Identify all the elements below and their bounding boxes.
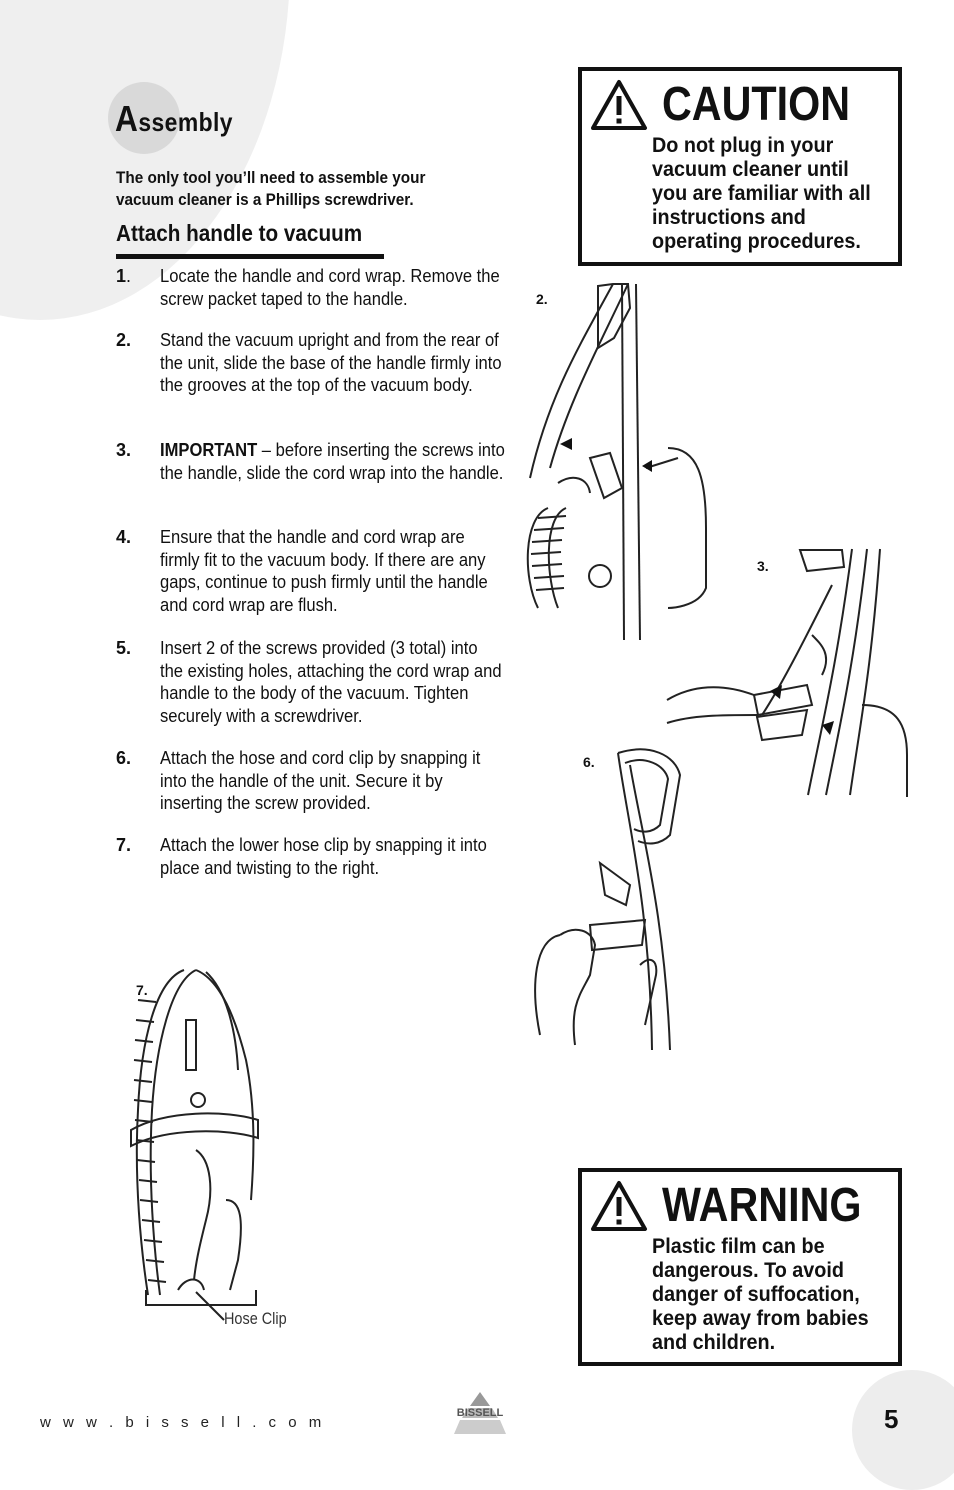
step-number <box>116 265 156 288</box>
logo-text: BISSELL <box>456 1407 504 1419</box>
section-title <box>115 98 233 140</box>
hose-clip-callout: Hose Clip <box>224 1309 287 1328</box>
step-number: 3. <box>116 440 132 460</box>
warning-text: Plastic film can be dangerous. To avoid danger of suffocation, keep away from babies and children. <box>652 1234 869 1354</box>
subheading: Attach handle to vacuum <box>116 220 363 246</box>
step-number: 6. <box>116 748 132 768</box>
step-text: Attach the hose and cord clip by snapping it into the handle of the unit. Secure it by inserting the screw provided. <box>160 748 481 813</box>
step-text-rest: – before inserting the screws into the handle, slide the cord wrap into the handle. <box>160 440 505 483</box>
caution-text: Do not plug in your vacuum cleaner until you are familiar with all instructions and operating procedures. <box>652 133 871 253</box>
subheading-underline <box>116 254 384 259</box>
step-text <box>160 439 505 484</box>
page-number-disc <box>852 1370 954 1490</box>
website-url: w w w . b i s s e l l . c o m <box>40 1414 326 1431</box>
step-text: Attach the lower hose clip by snapping it into place and twisting to the right. <box>160 835 487 878</box>
figure-3-label: 3. <box>757 558 769 574</box>
page-number: 5 <box>884 1404 899 1434</box>
step-number: 7. <box>116 835 132 855</box>
step-number-separator: . <box>126 266 132 286</box>
step-number: 2. <box>116 330 132 350</box>
step-text: Insert 2 of the screws provided (3 total) into the existing holes, attaching the cord wrap and handle to the body of the vacuum. Tighten securely with a screwdriver. <box>160 638 502 726</box>
warning-box <box>578 1168 902 1366</box>
step-text: Stand the vacuum upright and from the rear of the unit, slide the base of the handle firmly into the grooves at the top of the vacuum body. <box>160 330 502 395</box>
step-number: 5. <box>116 638 132 658</box>
caution-heading: CAUTION <box>662 78 851 131</box>
figure-7-label: 7. <box>136 982 148 998</box>
section-title-initial: A <box>115 98 139 139</box>
figure-6-label: 6. <box>583 754 595 770</box>
warning-triangle-icon <box>590 79 648 131</box>
figure-6-hose-clip-illustration <box>530 745 705 1055</box>
step-number: 4. <box>116 527 132 547</box>
figure-2-label: 2. <box>536 291 548 307</box>
caution-box <box>578 67 902 266</box>
step-text: Ensure that the handle and cord wrap are firmly fit to the vacuum body. If there are any gaps, continue to push firmly until the handle and cord wrap are flush. <box>160 527 488 615</box>
bissell-logo-icon <box>446 1390 514 1438</box>
step-number-value: 1 <box>116 266 127 286</box>
intro-text: The only tool you’ll need to assemble your vacuum cleaner is a Phillips screwdriver. <box>116 168 426 209</box>
step-text: Locate the handle and cord wrap. Remove the screw packet taped to the handle. <box>160 266 500 309</box>
figure-7-upright-vacuum-illustration <box>126 960 266 1330</box>
section-title-rest: ssembly <box>138 107 233 137</box>
warning-triangle-icon <box>590 1180 648 1232</box>
warning-heading: WARNING <box>662 1179 862 1232</box>
step-emphasis: IMPORTANT <box>160 440 258 460</box>
